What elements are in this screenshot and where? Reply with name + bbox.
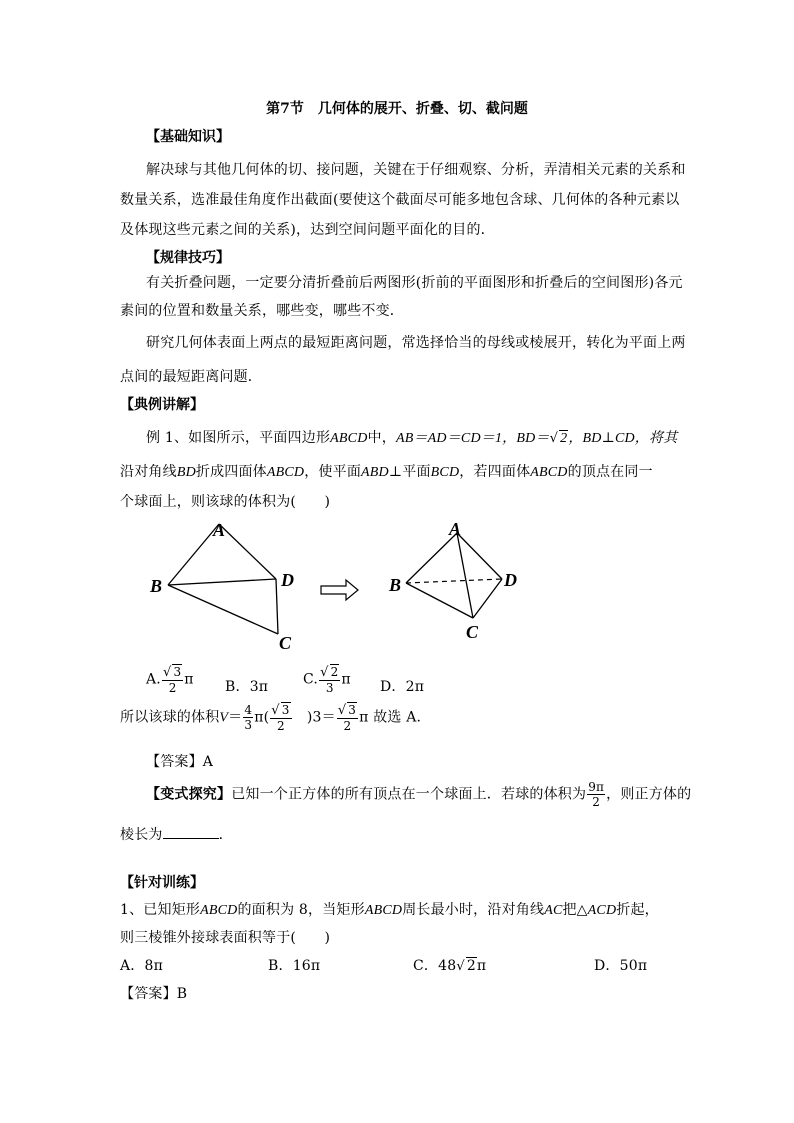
skills-line-3: 研究几何体表面上两点的最短距离问题，常选择恰当的母线或棱展开，转化为平面上两 (146, 335, 686, 351)
fold-figure (140, 515, 540, 660)
example-line-3: 个球面上，则该球的体积为( ) (120, 494, 331, 510)
label-c-3d: C (466, 622, 479, 642)
edge-bd-flat (168, 579, 276, 585)
label-b-3d: B (389, 575, 402, 595)
edge-cd-3d (473, 579, 502, 618)
label-c-flat: C (279, 633, 292, 653)
training-option-b: B．16π (268, 958, 321, 974)
arrow-icon (321, 580, 358, 600)
example-option-c: C. $\frac{√ 2}{3}$ π (303, 665, 351, 695)
training-option-d: D．50π (594, 958, 648, 974)
example-option-b: B．3π (225, 679, 269, 695)
edge-bd-3d-hidden (406, 579, 502, 583)
training-q1-line-1: 1、已知矩形ABCD的面积为 8，当矩形ABCD周长最小时，沿对角线AC把△ACD折起， (120, 902, 659, 918)
skills-line-1: 有关折叠问题，一定要分清折叠前后两图形(折前的平面图形和折叠后的空间图形)各元 (146, 275, 683, 291)
basic-heading: 【基础知识】 (146, 129, 230, 145)
example-line-2: 沿对角线BD折成四面体ABCD，使平面ABD⊥平面BCD，若四面体ABCD的顶点在同一 (120, 464, 653, 480)
example-option-a: A. $\frac{√ 3}{2}$ π (146, 665, 194, 695)
answer-blank[interactable] (163, 826, 219, 839)
basic-line-3: 及体现这些元素之间的关系)，达到空间问题平面化的目的． (120, 222, 495, 238)
example-heading: 【典例讲解】 (120, 397, 204, 413)
edge-ac-3d (457, 533, 473, 618)
example-line-1: 例 1、如图所示，平面四边形ABCD中，AB＝AD＝CD＝1，BD＝√ 2，BD⊥CD，将其 (146, 430, 678, 446)
edge-ab-3d (406, 533, 457, 583)
label-a-3d: A (449, 519, 462, 539)
training-option-a: A．8π (120, 958, 164, 974)
edge-ab-flat (168, 524, 219, 585)
example-option-d: D．2π (380, 679, 425, 695)
basic-line-2: 数量关系，选准最佳角度作出截面(要使这个截面尽可能多地包含球、几何体的各种元素以 (120, 192, 680, 208)
training-heading: 【针对训练】 (120, 875, 204, 891)
training-answer: 【答案】B (120, 986, 188, 1002)
example-solution: 所以该球的体积V＝ $\frac{4}{3}$ π( $\frac{√ 3}{2}$ )3＝ $\frac{√ 3}{2}$ π 故选 A. (120, 703, 422, 733)
label-b-flat: B (150, 576, 163, 596)
skills-line-4: 点间的最短距离问题． (120, 369, 262, 385)
example-answer: 【答案】A (146, 754, 214, 770)
training-option-c: C．48√ 2π (413, 958, 487, 974)
edge-bc-flat (168, 585, 278, 634)
variant-line-2: 棱长为 ． (120, 827, 233, 843)
skills-heading: 【规律技巧】 (146, 250, 230, 266)
label-a-flat: A (213, 520, 226, 540)
label-d-3d: D (504, 570, 517, 590)
training-q1-line-2: 则三棱锥外接球表面积等于( ) (120, 930, 331, 946)
basic-line-1: 解决球与其他几何体的切、接问题，关键在于仔细观察、分析，弄清相关元素的关系和 (146, 162, 686, 178)
variant-line-1: 【变式探究】已知一个正方体的所有顶点在一个球面上．若球的体积为 $\frac{9\pi}{2}$ ，则正方体的 (146, 780, 692, 809)
edge-ad-flat (219, 524, 276, 579)
skills-line-2: 素间的位置和数量关系，哪些变，哪些不变． (120, 303, 404, 319)
label-d-flat: D (281, 570, 294, 590)
page-title: 第7节 几何体的展开、折叠、切、截问题 (266, 101, 528, 117)
edge-bc-3d (406, 583, 473, 618)
edge-dc-flat (276, 579, 278, 634)
